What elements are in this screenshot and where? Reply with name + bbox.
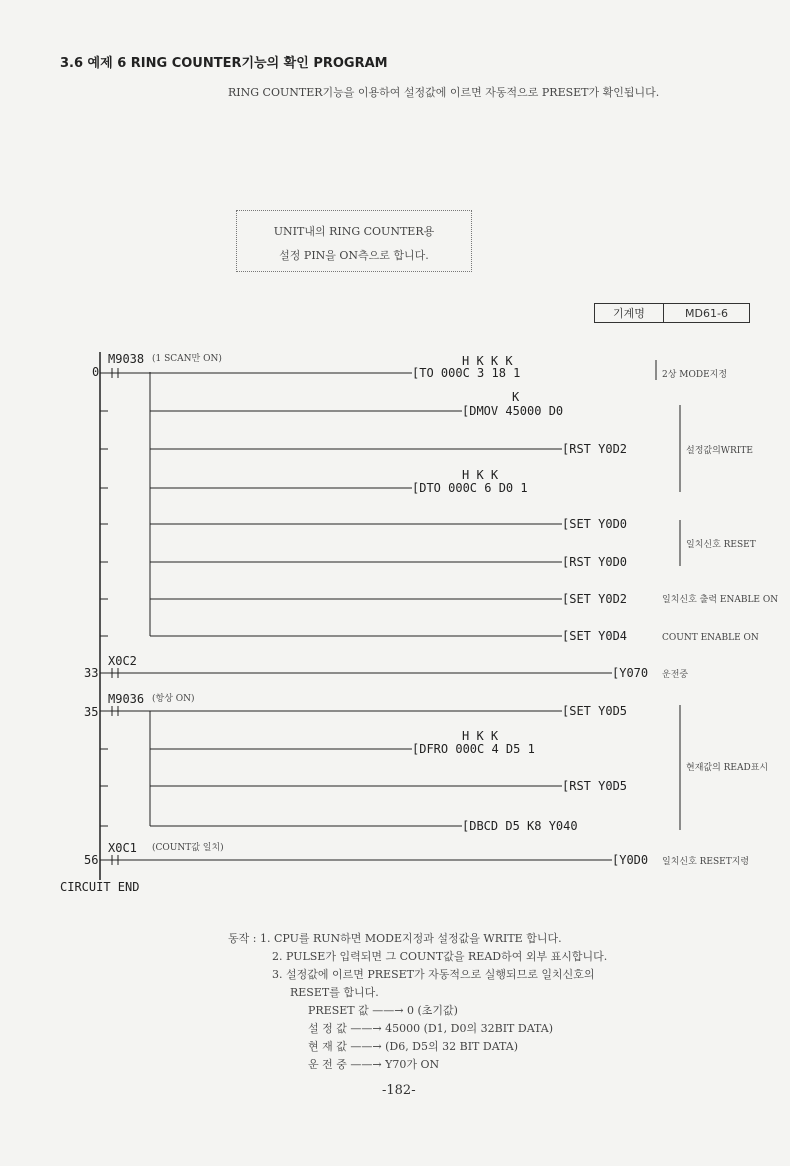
comment-read: 현재값의 READ표시: [686, 763, 769, 773]
note-line-2: 설정 PIN을 ON측으로 합니다.: [279, 249, 429, 262]
step-35: 35: [84, 705, 99, 719]
rung-9-instruction: [Y070: [612, 666, 649, 680]
rung-6-instruction: [RST Y0D0: [562, 555, 628, 569]
rung-1-instruction: [TO 000C 3 18 1: [412, 366, 521, 380]
rung-3-instruction: [RST Y0D2: [562, 442, 628, 456]
op-line: 동작 : 1. CPU를 RUN하면 MODE지정과 설정값을 WRITE 합니다.: [228, 932, 562, 945]
contact-m9036: M9036: [108, 692, 145, 706]
rung-10-instruction: [SET Y0D5: [562, 704, 628, 718]
op-line: 2. PULSE가 입력되면 그 COUNT값을 READ하여 외부 표시합니다.: [272, 950, 608, 963]
rung-2-instruction: [DMOV 45000 D0: [462, 404, 564, 418]
step-0: 0: [92, 365, 100, 379]
comment-write: 설정값의WRITE: [686, 446, 753, 456]
op-line: 운 전 중 ——→ Y70가 ON: [308, 1058, 440, 1071]
op-line: 3. 설정값에 이르면 PRESET가 자동적으로 실행되므로 일치신호의: [272, 968, 595, 981]
comment-reset-command: 일치신호 RESET지령: [662, 857, 750, 867]
op-line: 현 재 값 ——→ (D6, D5의 32 BIT DATA): [308, 1040, 519, 1053]
rung-5-instruction: [SET Y0D0: [562, 517, 628, 531]
rung-4-instruction: [DTO 000C 6 D0 1: [412, 481, 528, 495]
circuit-end: CIRCUIT END: [60, 880, 140, 894]
rung-13-instruction: [DBCD D5 K8 Y040: [462, 819, 578, 833]
contact-x0c1-comment: (COUNT값 일치): [152, 843, 224, 853]
contact-m9036-comment: (항상 ON): [152, 694, 195, 704]
note-line-1: UNIT내의 RING COUNTER용: [273, 225, 435, 238]
rung-7-instruction: [SET Y0D2: [562, 592, 628, 606]
op-line: PRESET 값 ——→ 0 (초기값): [308, 1004, 458, 1017]
comment-reset: 일치신호 RESET: [686, 540, 756, 550]
contact-m9038-comment: (1 SCAN만 ON): [152, 354, 222, 364]
contact-x0c2: X0C2: [108, 654, 137, 668]
step-56: 56: [84, 853, 99, 867]
operation-notes: [228, 930, 607, 1074]
rung-11-instruction: [DFRO 000C 4 D5 1: [412, 742, 535, 756]
rung-14-instruction: [Y0D0: [612, 853, 649, 867]
rung-4-constants: H K K: [462, 468, 499, 482]
op-line: RESET를 합니다.: [290, 986, 379, 999]
intro-text: RING COUNTER기능을 이용하여 설정값에 이르면 자동적으로 PRESET가 확인됩니다.: [228, 86, 660, 99]
comment-mode: 2상 MODE지정: [662, 370, 728, 380]
comment-output-enable: 일치신호 출력 ENABLE ON: [662, 595, 779, 605]
rung-11-constants: H K K: [462, 729, 499, 743]
page-number: -182-: [382, 1083, 416, 1098]
page-title: 3.6 예제 6 RING COUNTER기능의 확인 PROGRAM: [60, 56, 388, 71]
rung-8-instruction: [SET Y0D4: [562, 629, 628, 643]
model-label: 기계명: [595, 304, 664, 322]
comment-count-enable: COUNT ENABLE ON: [662, 633, 759, 643]
op-line: 설 정 값 ——→ 45000 (D1, D0의 32BIT DATA): [308, 1022, 554, 1035]
contact-x0c1: X0C1: [108, 841, 137, 855]
rung-12-instruction: [RST Y0D5: [562, 779, 628, 793]
comment-running: 운전중: [662, 670, 689, 680]
rung-2-constants: K: [512, 390, 520, 404]
step-33: 33: [84, 666, 99, 680]
contact-m9038: M9038: [108, 352, 145, 366]
model-value: MD61-6: [685, 306, 728, 320]
rung-1-constants: H K K K: [462, 354, 513, 368]
